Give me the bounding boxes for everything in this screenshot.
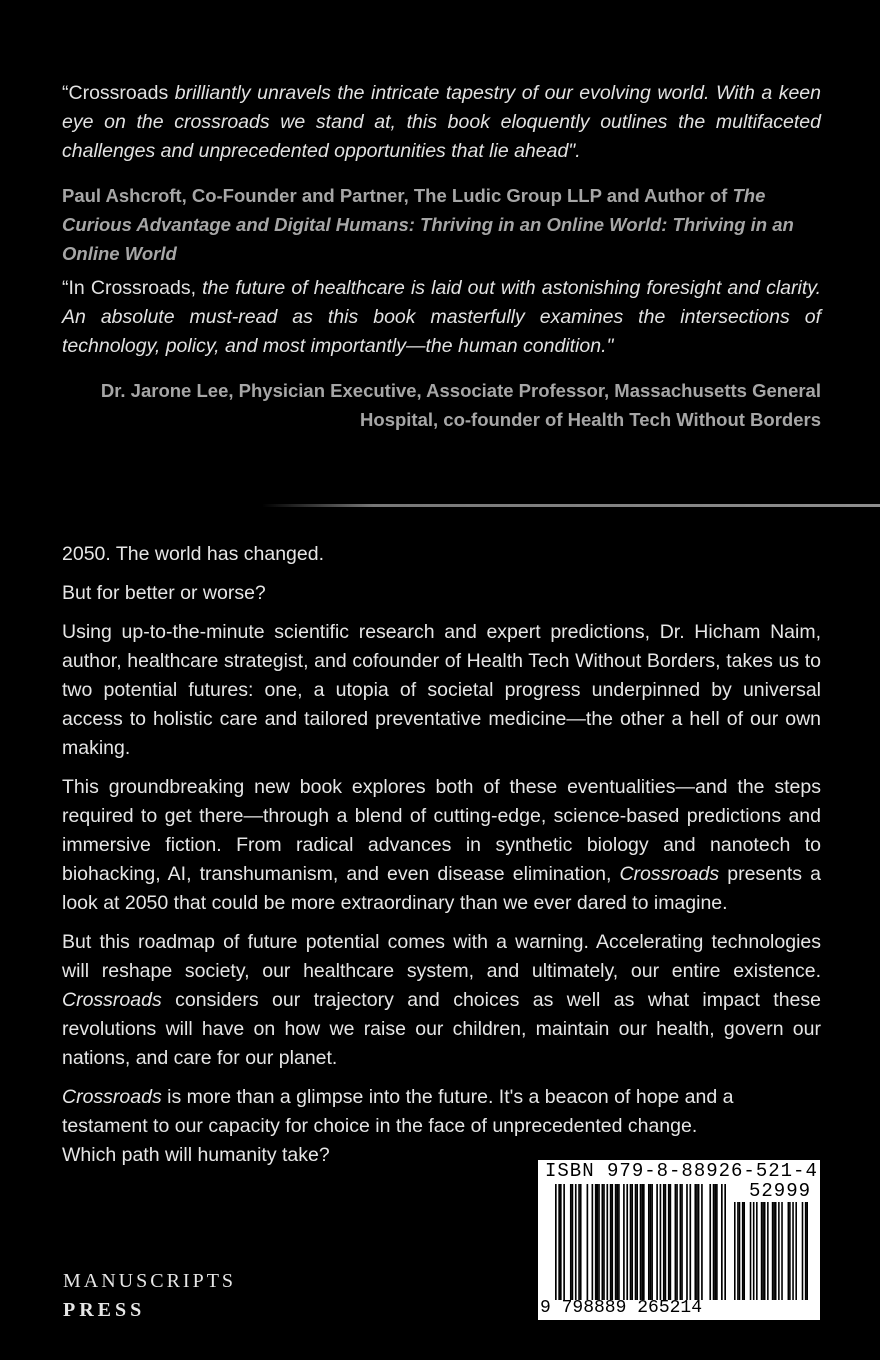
barcode-bar bbox=[656, 1184, 658, 1300]
barcode-bar bbox=[631, 1184, 633, 1300]
barcode-bar bbox=[597, 1184, 599, 1300]
barcode-bar bbox=[575, 1184, 577, 1300]
text-run: Dr. Jarone Lee, Physician Executive, Associate Professor, Massachusetts General Hospital, co-founder of Health Tech Without Borders bbox=[100, 380, 821, 430]
barcode-bar bbox=[789, 1202, 791, 1300]
description-paragraph-1: 2050. The world has changed. bbox=[62, 543, 324, 565]
endorsement-quote-1 bbox=[62, 79, 821, 166]
barcode-bar bbox=[648, 1184, 650, 1300]
text-run: Paul Ashcroft, Co-Founder and Partner, The Ludic Group LLP and Author of bbox=[62, 185, 733, 206]
closing-question: Which path will humanity take? bbox=[62, 1144, 330, 1166]
barcode-bar bbox=[721, 1184, 723, 1300]
barcode-bar bbox=[560, 1184, 562, 1300]
barcode-bar bbox=[792, 1202, 794, 1300]
publisher-line-1: MANUSCRIPTS bbox=[63, 1270, 237, 1292]
text-run: the future of healthcare is laid out with astonishing foresight and clarity. An absolute must-read as this book masterfully examines the intersections of technology, policy, and most importantly—the human condition." bbox=[62, 277, 821, 357]
barcode-bar bbox=[742, 1202, 744, 1300]
barcode-bar bbox=[643, 1184, 645, 1300]
barcode-bar bbox=[750, 1202, 752, 1300]
barcode-bar bbox=[668, 1184, 670, 1300]
description-paragraph-4: This groundbreaking new book explores both of these eventualities—and the steps required to get there—through a blend of cutting-edge, science-based predictions and immersive fiction. From radical advances in synthetic biology and nanotech to biohacking, AI, transhumanism, and even disease elimination, Crossroads presents a look at 2050 that could be more extraordinary than we ever dared to imagine. bbox=[62, 776, 821, 914]
book-description bbox=[62, 540, 821, 1180]
barcode-bar bbox=[681, 1184, 683, 1300]
barcode-bar bbox=[767, 1202, 769, 1300]
description-paragraph-3: Using up-to-the-minute scientific research and expert predictions, Dr. Hicham Naim, author, healthcare strategist, and cofounder of Health Tech Without Borders, takes us to two potential futures: one, a utopia of societal progress underpinned by universal access to holistic care and tailored preventative medicine—the other a hell of our own making. bbox=[62, 621, 821, 759]
barcode-bar bbox=[635, 1184, 637, 1300]
barcode-bar bbox=[675, 1184, 677, 1300]
barcode-bar bbox=[592, 1184, 594, 1300]
barcode-bar bbox=[611, 1184, 613, 1300]
barcode-bar bbox=[651, 1184, 653, 1300]
barcode-bar bbox=[805, 1202, 807, 1300]
barcode-bar bbox=[756, 1202, 758, 1300]
barcode-bar bbox=[650, 1184, 652, 1300]
description-paragraph-2: But for better or worse? bbox=[62, 582, 266, 604]
description-paragraph-6: Crossroads is more than a glimpse into the future. It's a beacon of hope and a testament to our capacity for choice in the face of unprecedented change. Which path will humanity take? bbox=[62, 1086, 734, 1166]
barcode-bar bbox=[772, 1202, 774, 1300]
barcode-bar bbox=[603, 1184, 605, 1300]
barcode-bar bbox=[636, 1184, 638, 1300]
endorsement-attribution-2 bbox=[62, 376, 821, 434]
barcode-bar bbox=[696, 1184, 698, 1300]
text-run: “Crossroads bbox=[62, 82, 175, 104]
barcode-bar bbox=[802, 1202, 804, 1300]
barcode-bar bbox=[572, 1184, 574, 1300]
barcode-bar bbox=[806, 1202, 808, 1300]
barcode-bar bbox=[587, 1184, 589, 1300]
barcode-bar bbox=[578, 1184, 580, 1300]
barcode-bar bbox=[734, 1202, 736, 1300]
endorsement-attribution-1 bbox=[62, 181, 821, 268]
text-run: The Curious Advantage and Digital Humans: Thriving in an Online World: Thriving in an Online World bbox=[62, 185, 794, 264]
barcode-bar bbox=[660, 1184, 662, 1300]
barcode-bar bbox=[626, 1184, 628, 1300]
barcode-bar bbox=[663, 1184, 665, 1300]
publisher-logo bbox=[63, 1268, 236, 1326]
barcode-bar bbox=[595, 1184, 597, 1300]
barcode-bar bbox=[753, 1202, 755, 1300]
ean13-barcode-icon bbox=[555, 1184, 726, 1300]
isbn-barcode bbox=[538, 1160, 820, 1320]
barcode-bar bbox=[795, 1202, 797, 1300]
barcode-bar bbox=[762, 1202, 764, 1300]
section-divider bbox=[262, 504, 880, 507]
barcode-bar bbox=[680, 1184, 682, 1300]
barcode-bar bbox=[570, 1184, 572, 1300]
price-code: 52999 bbox=[748, 1180, 811, 1202]
barcode-bar bbox=[698, 1184, 700, 1300]
barcode-bar bbox=[623, 1184, 625, 1300]
barcode-bar bbox=[761, 1202, 763, 1300]
barcode-bar bbox=[694, 1184, 696, 1300]
barcode-bar bbox=[618, 1184, 620, 1300]
barcode-bar bbox=[724, 1184, 726, 1300]
barcode-bar bbox=[610, 1184, 612, 1300]
barcode-bar bbox=[709, 1184, 711, 1300]
barcode-bar bbox=[670, 1184, 672, 1300]
text-run: “In Crossroads, bbox=[62, 277, 203, 299]
barcode-bar bbox=[713, 1184, 715, 1300]
barcode-bar bbox=[714, 1184, 716, 1300]
isbn-label: ISBN 979-8-88926-521-4 bbox=[545, 1160, 818, 1182]
barcode-bar bbox=[775, 1202, 777, 1300]
barcode-bar bbox=[601, 1184, 603, 1300]
barcode-bar bbox=[616, 1184, 618, 1300]
endorsement-quote-2 bbox=[62, 274, 821, 361]
barcode-bar bbox=[665, 1184, 667, 1300]
barcode-bar bbox=[555, 1184, 557, 1300]
publisher-line-2: PRESS bbox=[63, 1299, 146, 1321]
text-run: brilliantly unravels the intricate tapestry of our evolving world. With a keen eye on the crossroads we stand at, this book eloquently outlines the multifaceted challenges and unprecedented opportunities that lie ahead". bbox=[62, 82, 821, 162]
barcode-bar bbox=[630, 1184, 632, 1300]
barcode-bar bbox=[686, 1184, 688, 1300]
barcode-bar bbox=[773, 1202, 775, 1300]
barcode-bar bbox=[689, 1184, 691, 1300]
barcode-bar bbox=[716, 1184, 718, 1300]
barcode-bar bbox=[788, 1202, 790, 1300]
barcode-bar bbox=[743, 1202, 745, 1300]
barcode-bar bbox=[563, 1184, 565, 1300]
barcode-bar bbox=[558, 1184, 560, 1300]
barcode-bar bbox=[606, 1184, 608, 1300]
barcode-bar bbox=[598, 1184, 600, 1300]
description-paragraph-5: But this roadmap of future potential comes with a warning. Accelerating technologies will reshape society, our healthcare system, and ultimately, our entire existence. Crossroads considers our trajectory and choices as well as what impact these revolutions will have on how we raise our children, maintain our health, govern our nations, and care for our planet. bbox=[62, 931, 821, 1069]
barcode-bar bbox=[641, 1184, 643, 1300]
ean-digits: 9 798889 265214 bbox=[540, 1298, 703, 1318]
barcode-bar bbox=[615, 1184, 617, 1300]
barcode-bar bbox=[580, 1184, 582, 1300]
barcode-bar bbox=[640, 1184, 642, 1300]
barcode-bar bbox=[676, 1184, 678, 1300]
barcode-bar bbox=[781, 1202, 783, 1300]
barcode-bar bbox=[739, 1202, 741, 1300]
ean5-addon-barcode-icon bbox=[734, 1202, 808, 1300]
barcode-bar bbox=[701, 1184, 703, 1300]
barcode-bar bbox=[764, 1202, 766, 1300]
barcode-bar bbox=[737, 1202, 739, 1300]
barcode-bar bbox=[778, 1202, 780, 1300]
